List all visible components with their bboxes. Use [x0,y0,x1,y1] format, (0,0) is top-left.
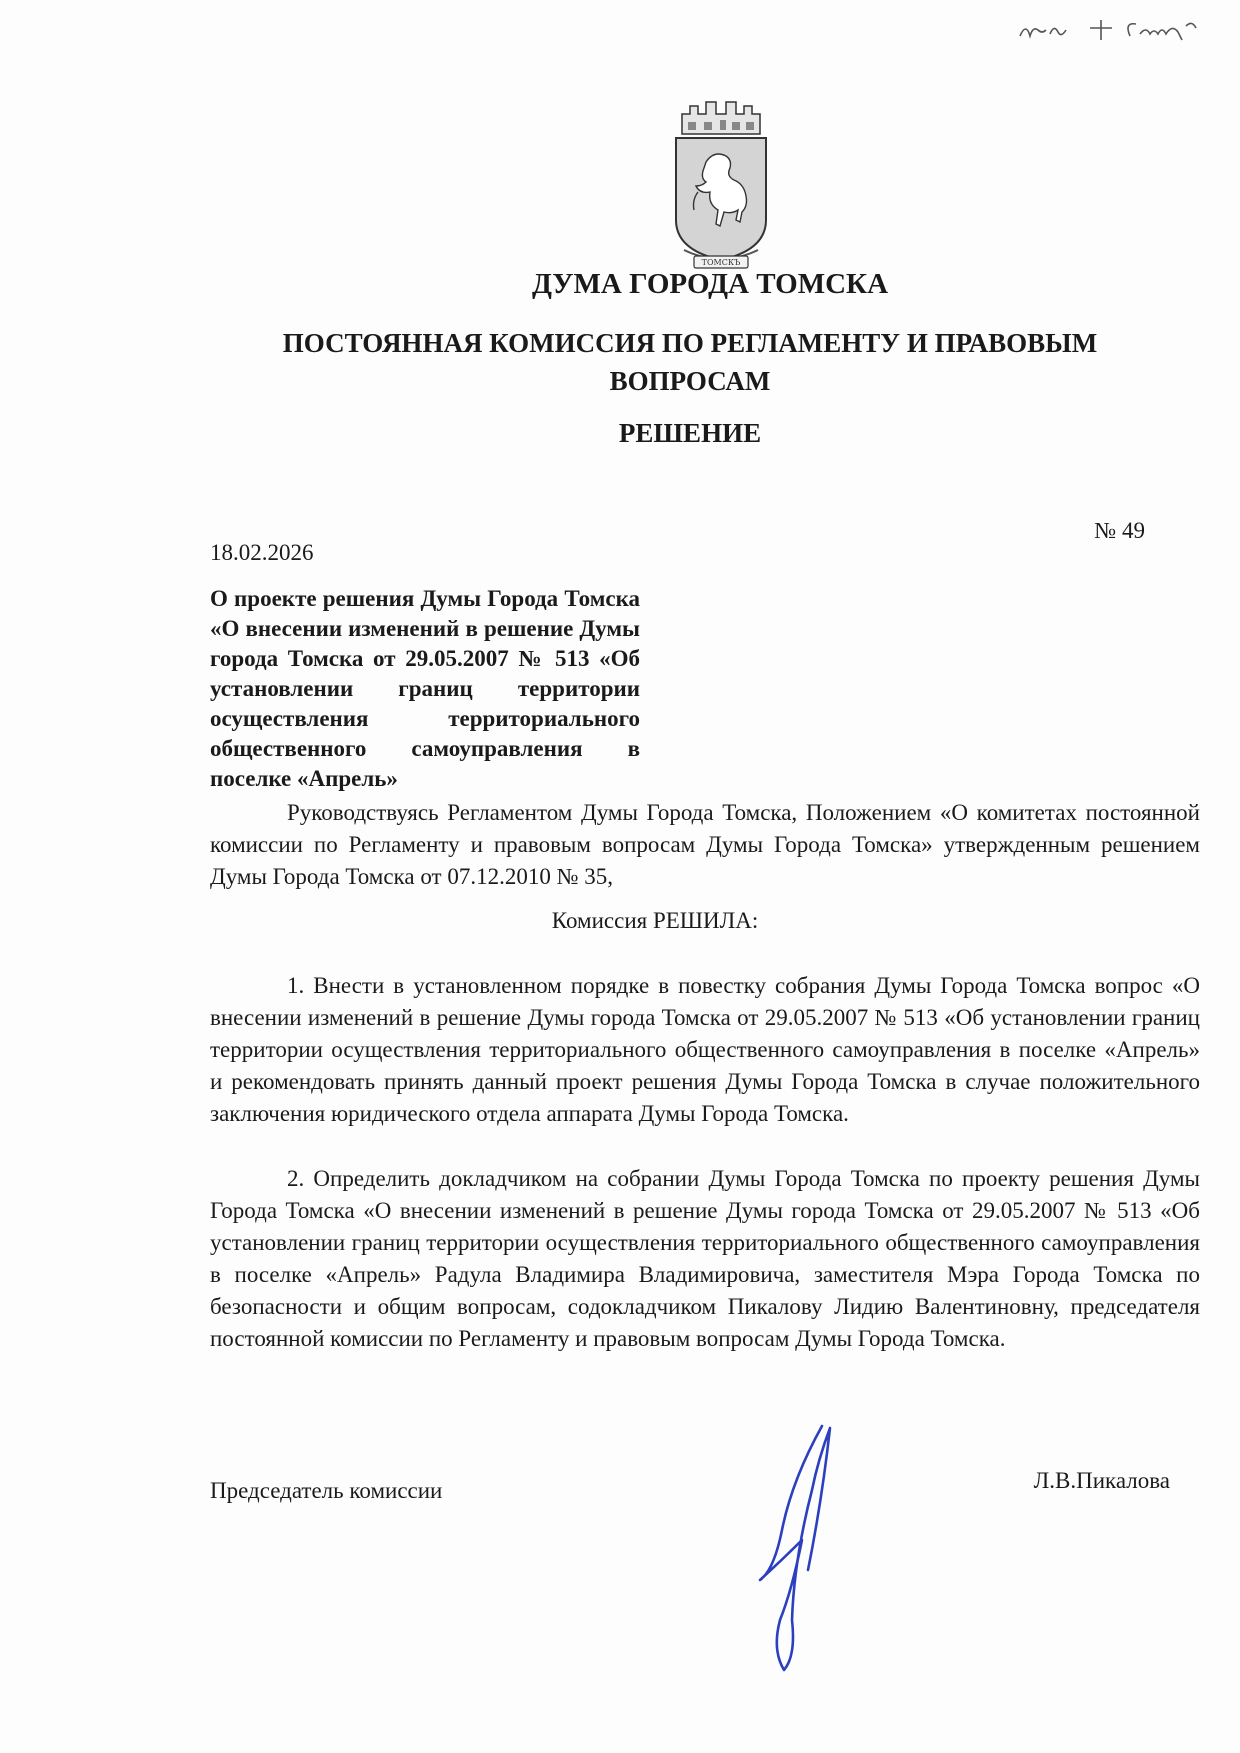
document-type: РЕШЕНИЕ [618,418,762,448]
document-subject: О проекте решения Думы Города Томска «О внесении изменений в решение Думы города Томска от 29.05.2007 № 513 «Об установлении границ территории осуществления территориального общественного самоуправления в поселке «Апрель» [210,586,640,791]
org-name: ДУМА ГОРОДА ТОМСКА [531,268,889,300]
handwritten-note [1010,6,1220,54]
handwritten-signature [752,1420,862,1680]
emblem-ribbon-text: ТОМСКЪ [701,258,741,267]
decision-header: Комиссия РЕШИЛА: [551,908,759,933]
document-number: № 49 [1094,518,1145,543]
signatory-name: Л.В.Пикалова [1033,1468,1170,1493]
decision-item-2: 2. Определить докладчиком на собрании Думы Города Томска по проекту решения Думы Города Томска «О внесении изменений в решение Думы города Томска от 29.05.2007 № 513 «Об установлении границ территории осуществления территориального общественного самоуправления в поселке «Апрель» Радула Владимира Владимировича, заместителя Мэра Города Томска по безопасности и общим вопросам, содокладчиком Пикалову Лидию Валентиновну, председателя постоянной комиссии по Регламенту и правовым вопросам Думы Города Томска. [210,1166,1200,1351]
tomsk-coat-of-arms-icon [668,100,774,272]
preamble-paragraph: Руководствуясь Регламентом Думы Города Томска, Положением «О комитетах постоянной комиссии по Регламенту и правовым вопросам Думы Города Томска» утвержденным решением Думы Города Томска от 07.12.2010 № 35, [210,800,1200,889]
signatory-title: Председатель комиссии [210,1478,443,1503]
decision-item-1: 1. Внести в установленном порядке в повестку собрания Думы Города Томска вопрос «О внесении изменений в решение Думы города Томска от 29.05.2007 № 513 «Об установлении границ территории осуществления территориального общественного самоуправления в поселке «Апрель» и рекомендовать принять данный проект решения Думы Города Томска в случае положительного заключения юридического отдела аппарата Думы Города Томска. [210,973,1200,1126]
document-date: 18.02.2026 [210,540,314,565]
committee-name: ПОСТОЯННАЯ КОМИССИЯ ПО РЕГЛАМЕНТУ И ПРАВОВЫМ ВОПРОСАМ [282,328,1098,396]
